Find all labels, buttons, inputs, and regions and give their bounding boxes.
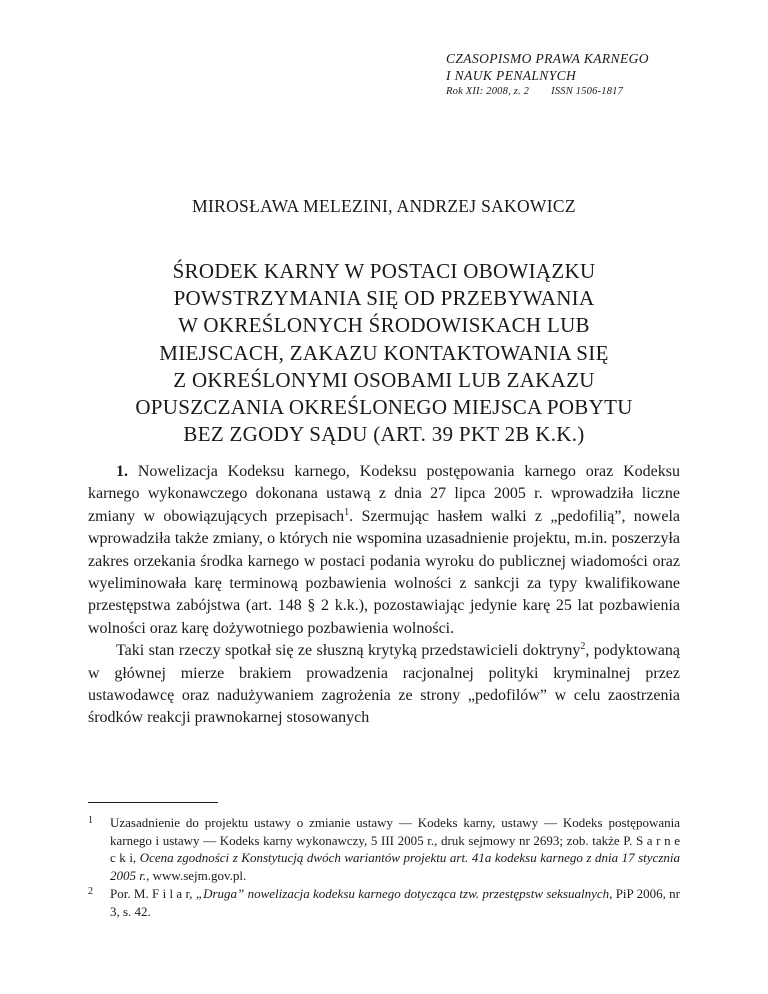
- footnote-1: [88, 814, 680, 884]
- title-line: POWSTRZYMANIA SIĘ OD PRZEBYWANIA: [173, 286, 595, 311]
- footnote-text: Por. M. F i l a r,: [110, 886, 196, 901]
- paragraph-1: [88, 461, 680, 640]
- article-title: [88, 258, 680, 448]
- footnote-text: Uzasadnienie do projektu ustawy o zmianie ustawy — Kodeks karny, ustawy — Kodeks postępowania karnego i ustawy — Kodeks karny wykonawczy, 5 III 2005 r., druk sejmowy nr 2693; zob. także P. S a r n e c k i,: [110, 815, 680, 865]
- footnote-italic: „Druga” nowelizacja kodeksu karnego dotycząca tzw. przestępstw seksualnych: [195, 886, 610, 901]
- title-line: Z OKREŚLONYMI OSOBAMI LUB ZAKAZU: [173, 367, 595, 392]
- footnote-text: , www.sejm.gov.pl.: [146, 867, 247, 883]
- footnotes: [88, 814, 680, 921]
- authors: MIROSŁAWA MELEZINI, ANDRZEJ SAKOWICZ: [192, 196, 576, 216]
- body-text: [88, 461, 680, 730]
- footnote-number: 1: [88, 815, 93, 826]
- title-line: W OKREŚLONYCH ŚRODOWISKACH LUB: [178, 313, 590, 338]
- footnote-ref: 1: [344, 506, 350, 518]
- journal-meta: [446, 85, 649, 99]
- footnote-text: , PiP 2006, nr 3, s. 42.: [110, 886, 680, 919]
- paragraph-2: [88, 640, 680, 730]
- footnote-number: 2: [88, 886, 93, 897]
- footnote-divider: [88, 802, 218, 803]
- journal-header: [446, 50, 649, 99]
- issue-info: Rok XII: 2008, z. 2: [446, 86, 530, 97]
- journal-name-line2: I NAUK PENALNYCH: [446, 68, 577, 83]
- section-number: 1.: [116, 463, 128, 480]
- journal-name-line1: CZASOPISMO PRAWA KARNEGO: [446, 51, 649, 66]
- footnote-italic: Ocena zgodności z Konstytucją dwóch wariantów projektu art. 41a kodeksu karnego z dnia 17 stycznia 2005 r.: [110, 850, 680, 883]
- paragraph-text: , podyktowaną w głównej mierze brakiem prowadzenia racjonalnej polityki kryminalnej przez ustawodawcę oraz nadużywaniem zagrożenia ze strony „pedofilów” w celu zaostrzenia środków reakcji prawnokarnej stosowanych: [88, 642, 681, 727]
- footnote-2: [88, 885, 680, 920]
- title-line: ŚRODEK KARNY W POSTACI OBOWIĄZKU: [172, 259, 596, 283]
- paragraph-text: . Szermując hasłem walki z „pedofilią”, nowela wprowadziła także zmiany, o których nie wspomina uzasadnienie projektu, m.in. poszerzyła zakres orzekania środka karnego w postaci podania wyroku do publicznej wiadomości oraz wyeliminowała karę terminową pozbawienia wolności z sankcji za typy kwalifikowane przestępstwa zabójstwa (art. 148 § 2 k.k.), pozostawiając jedynie karę 25 lat pozbawienia wolności oraz karę dożywotniego pozbawienia wolności.: [88, 507, 681, 637]
- paragraph-text: Nowelizacja Kodeksu karnego, Kodeksu postępowania karnego oraz Kodeksu karnego wykonawczego dokonana ustawą z dnia 27 lipca 2005 r. wprowadziła liczne zmiany w obowiązujących przepisach: [88, 463, 680, 525]
- footnote-ref: 2: [580, 641, 586, 653]
- title-line: BEZ ZGODY SĄDU (ART. 39 PKT 2B K.K.): [183, 422, 585, 447]
- issn: ISSN 1506-1817: [551, 86, 624, 97]
- paragraph-text: Taki stan rzeczy spotkał się ze słuszną krytyką przedstawicieli doktryny: [116, 642, 581, 660]
- title-line: OPUSZCZANIA OKREŚLONEGO MIEJSCA POBYTU: [135, 395, 633, 420]
- title-line: MIEJSCACH, ZAKAZU KONTAKTOWANIA SIĘ: [159, 340, 609, 365]
